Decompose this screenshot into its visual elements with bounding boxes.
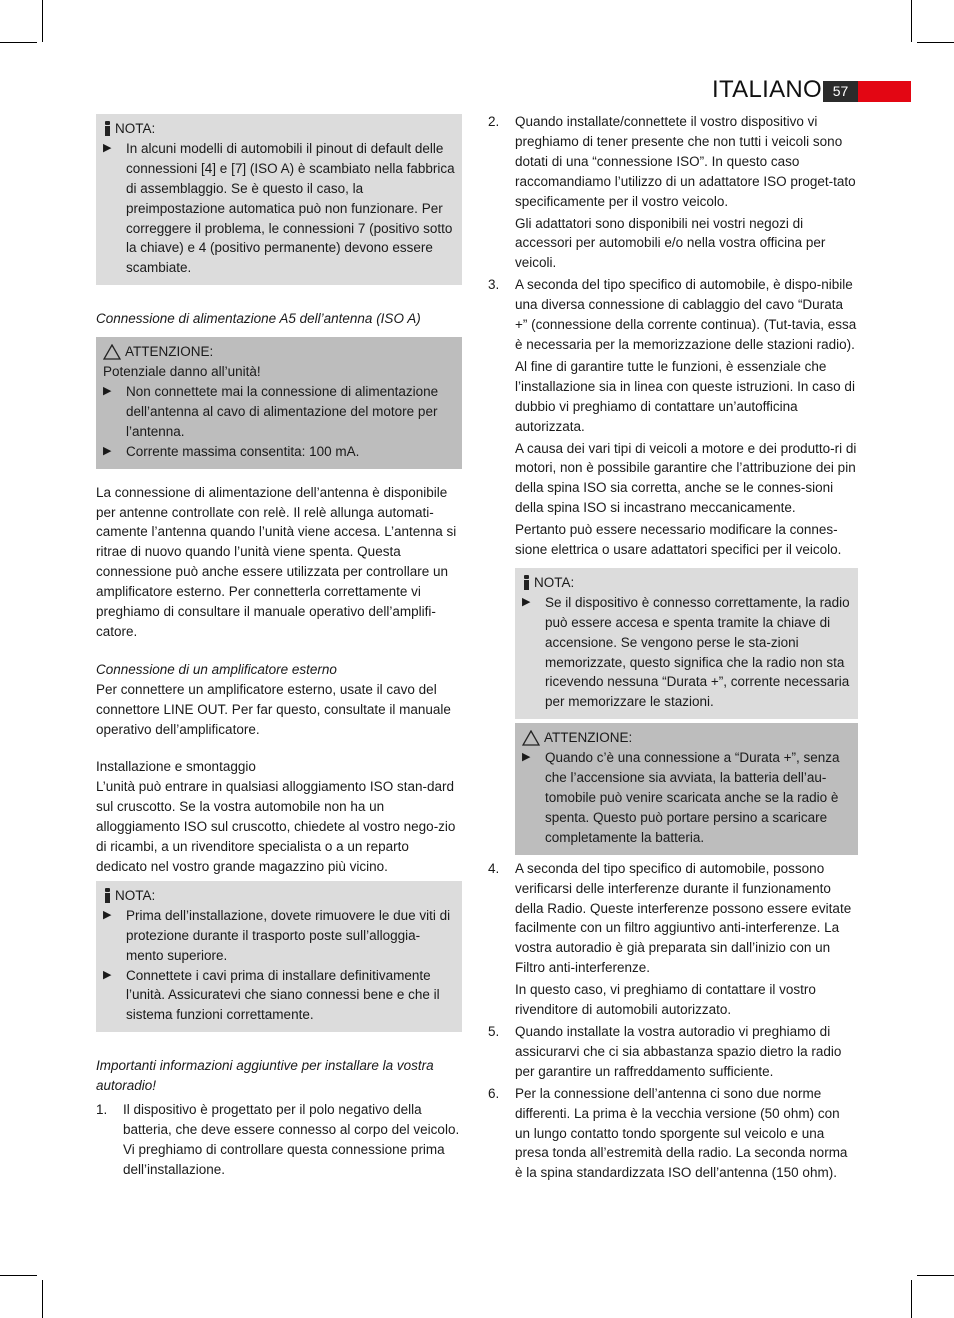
note-label: NOTA:	[115, 121, 156, 136]
numbered-item: 1. Il dispositivo è progettato per il polo negativo della batteria, che deve essere connesso al corpo del veicolo. Vi preghiamo di controllare questa connessione prima dell’installazione.	[96, 1102, 460, 1177]
arrow-bullet-icon: ▶	[522, 595, 531, 608]
crop-mark	[911, 0, 912, 42]
numbered-item: 5. Quando installate la vostra autoradio vi preghiamo di assicurarvi che ci sia abbastanza spazio dietro la radio per garantire un raffreddamento sufficiente.	[488, 1023, 842, 1079]
section-heading: Connessione di alimentazione A5 dell’antenna (ISO A)	[96, 311, 421, 327]
numbered-item: 4. A seconda del tipo specifico di automobile, possono verificarsi delle interferenze durante il funzionamento della Radio. Queste interferenze possono essere evitate facilmente con un filtro aggiuntivo anti-interferenze. La vostra autoradio è già preparata sin dall’inizio con un Filtro anti-interferenze.	[488, 860, 852, 976]
note-box	[515, 568, 858, 719]
list-item: ▶ Prima dell’installazione, dovete rimuovere le due viti di protezione durante il trasporto poste sull’alloggia-mento superiore.	[103, 906, 455, 966]
right-column	[488, 112, 858, 1183]
arrow-bullet-icon: ▶	[103, 444, 112, 457]
warning-subtitle: Potenziale danno all’unità!	[103, 364, 261, 380]
note-box	[96, 881, 462, 1032]
info-icon	[522, 575, 530, 590]
arrow-bullet-icon: ▶	[103, 908, 112, 921]
list-item: ▶ Se il dispositivo è connesso correttamente, la radio può essere accesa e spenta tramite la chiave di accensione. Se vengono perse le sta-zioni memorizzate, questo significa che la radio non sta ricevendo nessuna “Durata +”, corrente necessaria per memorizzare le stazioni.	[522, 593, 851, 712]
list-item: ▶ Non connettete mai la connessione di alimentazione dell’antenna al cavo di alimentazione del motore per l’antenna.	[103, 382, 455, 442]
page-number: 57	[823, 81, 858, 102]
paragraph: In questo caso, vi preghiamo di contattare il vostro rivenditore di automobili autorizzato.	[515, 982, 816, 1018]
arrow-bullet-icon: ▶	[103, 141, 112, 154]
crop-mark	[42, 0, 43, 42]
section-heading: Installazione e smontaggio	[96, 759, 256, 775]
warning-label: ATTENZIONE:	[544, 730, 633, 746]
info-icon	[103, 121, 111, 136]
warning-box	[515, 723, 858, 854]
paragraph: L’unità può entrare in qualsiasi alloggiamento ISO stan-dard sul cruscotto. Se la vostra automobile non ha un alloggiamento ISO sul cruscotto, chiedete al vostro nego-zio di ricambi, a un rivenditore specialista o a un reparto dedicato nel vostro grande magazzino più vicino.	[96, 779, 456, 874]
crop-mark	[0, 1275, 37, 1276]
arrow-bullet-icon: ▶	[103, 384, 112, 397]
warning-box	[96, 337, 462, 468]
list-item: ▶ Quando c’è una connessione a “Durata +”, senza che l’accensione sia avviata, la batteria dell’au-tomobile può venire scaricata anche se la radio è spenta. Questo può portare persino a scaricare completamente la batteria.	[522, 748, 851, 848]
crop-mark	[42, 1280, 43, 1318]
arrow-bullet-icon: ▶	[103, 968, 112, 981]
numbered-item: 3. A seconda del tipo specifico di automobile, è dispo-nibile una diversa connessione di cablaggio del cavo “Durata +” (connessione della corrente continua). (Tut-tavia, essa è necessaria per la memorizzazione delle stazioni radio).	[488, 277, 857, 352]
warning-triangle-icon	[522, 730, 540, 746]
note-label: NOTA:	[115, 887, 156, 903]
crop-mark	[917, 1275, 954, 1276]
paragraph: A causa dei vari tipi di veicoli a motore e dei produtto-ri di motori, non è possibile garantire che l’attribuzione dei pin della spina ISO sia corretta, anche se le connes-sioni della spina ISO si incastrano meccanicamente.	[515, 440, 857, 516]
paragraph: Al fine di garantire tutte le funzioni, è essenziale che l’installazione sia in linea con queste istruzioni. In caso di dubbio vi preghiamo di contattare un’autofficina autorizzata.	[515, 358, 855, 434]
paragraph: Pertanto può essere necessario modificare la connes-sione elettrica o usare adattatori specifici per il veicolo.	[515, 522, 842, 558]
paragraph: Per connettere un amplificatore esterno, usate il cavo del connettore LINE OUT. Per far questo, consultate il manuale operativo dell’amplificatore.	[96, 681, 451, 737]
info-icon	[103, 888, 111, 903]
numbered-item: 2. Quando installate/connettete il vostro dispositivo vi preghiamo di tener presente che non tutti i veicoli sono dotati di una “connessione ISO”. In questo caso raccomandiamo l’utilizzo di un adattatore ISO proget-tato specificamente per il vostro veicolo.	[488, 114, 856, 209]
note-label: NOTA:	[534, 574, 575, 590]
warning-label: ATTENZIONE:	[125, 344, 214, 360]
numbered-item: 6. Per la connessione dell’antenna ci sono due norme differenti. La prima è la vecchia versione (50 ohm) con un lungo contatto tondo sporgente sul veicolo e una presa tonda all’estremità della radio. La seconda norma è la spina standardizzata ISO dell’antenna (150 ohm).	[488, 1085, 848, 1181]
section-heading: Importanti informazioni aggiuntive per installare la vostra autoradio!	[96, 1058, 434, 1094]
note-wrapper	[488, 568, 858, 855]
crop-mark	[911, 1280, 912, 1318]
arrow-bullet-icon: ▶	[522, 751, 531, 764]
list-item: ▶ Connettete i cavi prima di installare definitivamente l’unità. Assicuratevi che siano connessi bene e che il sistema funzioni correttamente.	[103, 966, 455, 1026]
page-title: ITALIANO	[712, 76, 822, 103]
paragraph: La connessione di alimentazione dell’antenna è disponibile per antenne controllate con relè. Il relè allunga automati-camente l’antenna quando l’unità viene accesa. L’antenna si ritrae di nuovo quando l’unità viene spenta. Questa connessione può anche essere utilizzata per controllare un amplificatore esterno. Per connetterla correttamente vi preghiamo di consultare il manuale operativo dell’amplifi-catore.	[96, 484, 457, 639]
crop-mark	[917, 42, 954, 43]
note-box	[96, 114, 462, 285]
paragraph: Gli adattatori sono disponibili nei vostri negozi di accessori per automobili e/o nella vostra officina per veicoli.	[515, 215, 826, 271]
accent-bar	[858, 81, 911, 102]
crop-mark	[0, 42, 37, 43]
section-heading: Connessione di un amplificatore esterno	[96, 661, 337, 677]
list-item: ▶ In alcuni modelli di automobili il pinout di default delle connessioni [4] e [7] (ISO A) è scambiato nella fabbrica di assemblaggio. Se è questo il caso, la preimpostazione automatica può non funzionare. Per correggere il problema, le connessioni 7 (positivo sotto la chiave) e 4 (positivo permanente) devono essere scambiate.	[103, 139, 455, 278]
warning-triangle-icon	[103, 344, 121, 360]
list-item: ▶ Corrente massima consentita: 100 mA.	[103, 442, 455, 462]
left-column	[96, 114, 462, 1180]
